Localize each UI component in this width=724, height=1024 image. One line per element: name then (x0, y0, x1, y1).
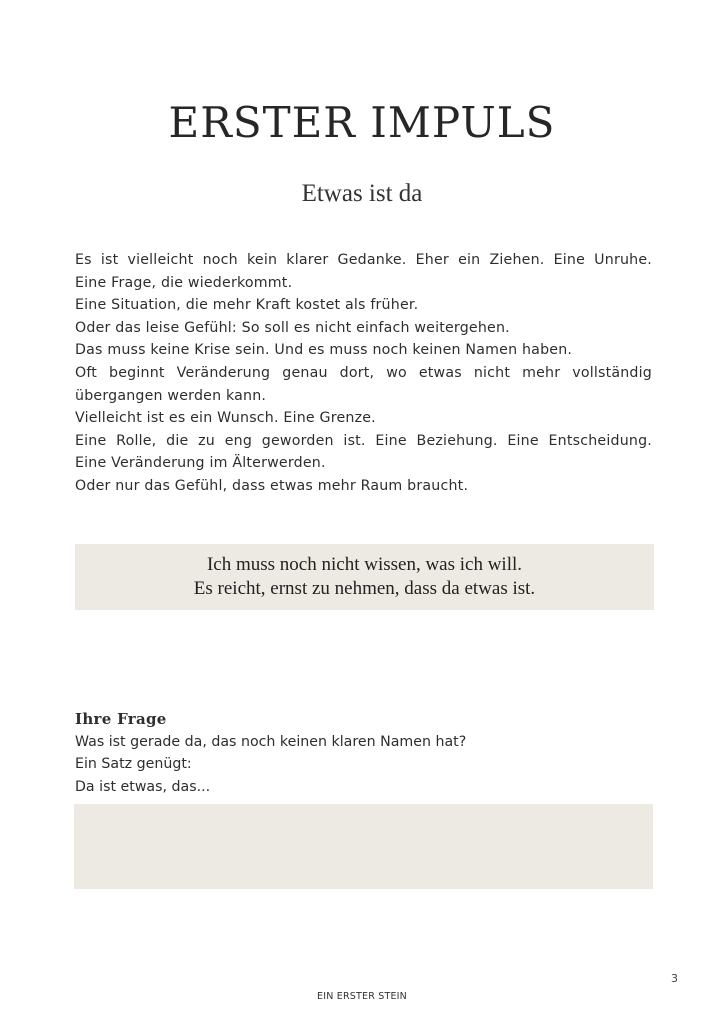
body-line: Oft beginnt Veränderung genau dort, wo etwas nicht mehr vollständig (75, 364, 652, 381)
page-number: 3 (671, 972, 678, 985)
body-line: Es ist vielleicht noch kein klarer Gedanke. Eher ein Ziehen. Eine Unruhe. (75, 252, 652, 268)
body-line: Eine Frage, die wiederkommt. (75, 274, 293, 291)
footer-label: EIN ERSTER STEIN (317, 991, 407, 1002)
body-line: Oder nur das Gefühl, dass etwas mehr Raum braucht. (75, 477, 469, 494)
question-heading: Ihre Frage (75, 710, 167, 728)
answer-box[interactable] (74, 804, 653, 889)
body-line: Eine Situation, die mehr Kraft kostet als früher. (75, 297, 419, 314)
page-subtitle: Etwas ist da (301, 180, 423, 207)
page-title: ERSTER IMPULS (168, 98, 556, 147)
body-line: übergangen werden kann. (75, 387, 267, 404)
body-line: Oder das leise Gefühl: So soll es nicht einfach weitergehen. (75, 319, 510, 336)
body-text (75, 249, 652, 498)
quote-box (75, 544, 654, 610)
body-line: Eine Veränderung im Älterwerden. (75, 455, 326, 472)
question-line-3: Da ist etwas, das... (75, 778, 211, 795)
quote-line-1: Ich muss noch nicht wissen, was ich will. (206, 554, 523, 575)
question-line-1: Was ist gerade da, das noch keinen klaren Namen hat? (75, 733, 467, 750)
quote-line-2: Es reicht, ernst zu nehmen, dass da etwas ist. (193, 578, 536, 599)
body-line: Das muss keine Krise sein. Und es muss noch keinen Namen haben. (75, 342, 573, 359)
body-line: Vielleicht ist es ein Wunsch. Eine Grenze. (75, 410, 376, 427)
question-section (75, 708, 652, 798)
body-line: Eine Rolle, die zu eng geworden ist. Eine Beziehung. Eine Entscheidung. (75, 432, 652, 449)
question-line-2: Ein Satz genügt: (75, 756, 192, 773)
